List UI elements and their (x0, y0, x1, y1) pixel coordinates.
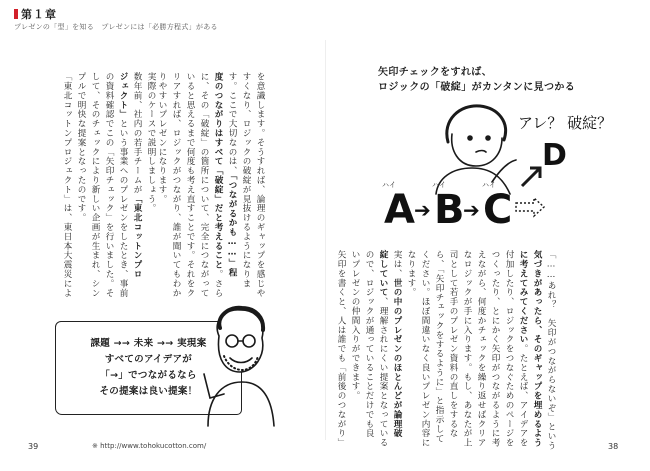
right-page-body (334, 250, 558, 451)
left-case-segment: 実際のケースで説明しましょう。 数年前、社内の若手チームが (132, 72, 156, 213)
letter-d: D (542, 138, 567, 173)
left-case-segment: 「東北コットンプロ ジェクト」 (118, 72, 142, 279)
left-continuation-segment: 。さら に、その「破綻」の箇所について、完全につながって いると思えるまで何度も考え直すことです。それをク リアすれば、ロジックがつながり、誰が聞いてもわか りやすいプレゼンになります。 (157, 72, 223, 298)
footnote-url: ※ http://www.tohokucotton.com/ (92, 442, 207, 450)
left-page-body-continuation (155, 72, 267, 300)
presenter-illustration (186, 298, 276, 428)
page-number-left: 39 (28, 442, 39, 451)
gutter (325, 40, 326, 440)
left-continuation-segment: 「つながるかも……」程 度のつながりはすべて「破綻」だと考えること (213, 72, 237, 278)
arrow-a-b: ➔ (414, 198, 431, 222)
chapter-heading: 第１章 (21, 8, 57, 21)
label-hai-b: ハイ (432, 181, 446, 189)
right-body-segment: 。たとえば、アイデアを 付加したり、ロジックをつなぐためのページを つくったり、とにかく矢印がつながるように考 えながら、何度かチェックを繰り返せばクリア なロジックが手に入ります。もし、あなたが上 司として若手のプレゼン資料の直しをするな ら、「矢印チェックをするように」と指示して ください。ほぼ間違いなく良いプレゼン内容に なります。 実は、 (392, 250, 528, 448)
label-hai-a: ハイ (382, 181, 396, 189)
letter-a: A (384, 187, 415, 233)
right-body-segment: 気づきがあったら、そのギャップを埋めるよう に考えてみてください (518, 250, 542, 448)
caption-line-2: ロジックの「破綻」がカンタンに見つかる (378, 82, 576, 93)
chapter-marker (14, 9, 18, 19)
left-page-body-case (60, 72, 158, 302)
letter-c: C (483, 187, 513, 233)
running-header: プレゼンの「型」を知る プレゼンには「必勝方程式」がある (14, 23, 218, 31)
page-number-right: 38 (608, 442, 619, 451)
dashed-arrow-icon (514, 196, 546, 218)
right-body-segment: 、理解されにくい提案となっている ので、ロジックが通っていることだけでも良 いプレゼンの仲間入りができます。 矢印を書くと、人は誰でも「前後のつながり」 (336, 250, 388, 448)
left-continuation-segment: を意識します。そうすれば、論理のギャップを感じや すくなり、ロジックの破綻が見抜けるようになりま す。ここで大切なのは、 (227, 72, 265, 298)
label-hai-c: ハイ (482, 181, 496, 189)
illustration-caption (378, 65, 575, 95)
letter-b: B (434, 187, 465, 233)
callout-line-ideas: すべてのアイデアが (104, 354, 193, 365)
right-body-segment: 世の中のプレゼンのほとんどが論理破 綻していて (378, 250, 402, 439)
callout-line-arrows: 「→」でつながるなら (100, 370, 197, 381)
callout-line-flow: 課題 →→ 未来 →→ 実現案 (90, 338, 207, 349)
callout-line-conclusion: その提案は良い提案！ (99, 386, 198, 397)
speech-bubble-text: アレ？ 破綻？ (518, 114, 613, 132)
right-body-segment: 「……あれ？ 矢印がつながらないぞ」という (546, 250, 556, 451)
caption-line-1: 矢印チェックをすれば、 (378, 67, 493, 78)
arrow-b-c: ➔ (463, 198, 480, 222)
left-case-segment: という事業へのプレゼンをしたとき、事前 の資料確認でこの「矢印チェック」を行いました。そ して、そのチェックにより新しい企画が生まれ、シン プルで明快な提案となったのです。 「東北コットンプロジェクト」は、東日本大震災によ (62, 72, 128, 298)
